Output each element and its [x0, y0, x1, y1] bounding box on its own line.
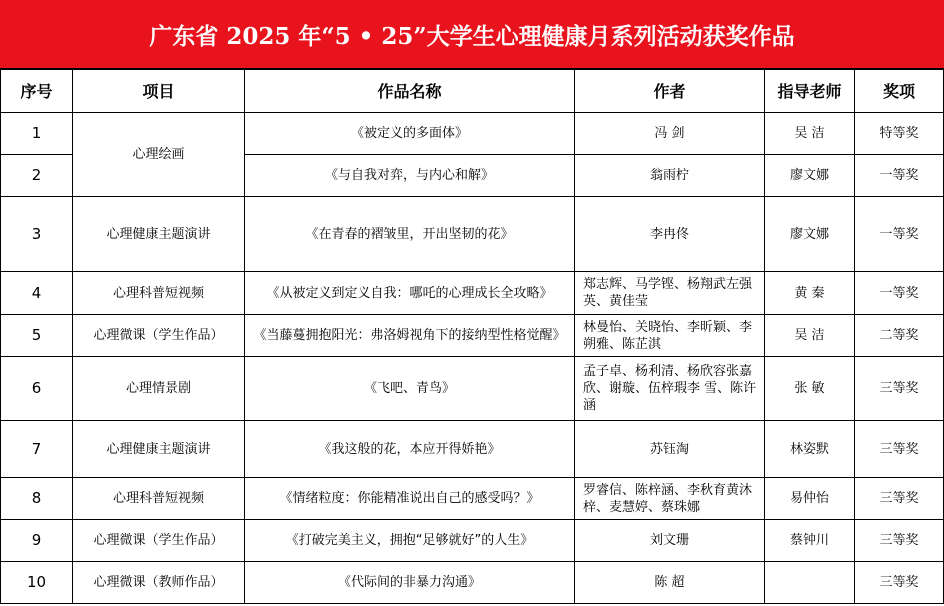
row-award: 一等奖	[855, 155, 944, 197]
row-authors: 翁雨柠	[575, 155, 765, 197]
row-authors: 冯 剑	[575, 113, 765, 155]
row-number: 9	[1, 520, 73, 562]
row-advisor: 廖文娜	[765, 155, 855, 197]
row-category: 心理微课（学生作品）	[73, 315, 245, 357]
header-row	[1, 70, 944, 113]
row-authors: 陈 超	[575, 562, 765, 604]
row-work: 《打破完美主义，拥抱“足够就好”的人生》	[245, 520, 575, 562]
row-work: 《我这般的花，本应开得娇艳》	[245, 421, 575, 478]
row-award: 三等奖	[855, 421, 944, 478]
row-category: 心理健康主题演讲	[73, 421, 245, 478]
header-authors: 作者	[575, 70, 765, 113]
row-advisor: 廖文娜	[765, 197, 855, 272]
table-row	[1, 421, 944, 478]
table-row	[1, 272, 944, 315]
row-award: 三等奖	[855, 357, 944, 421]
row-work: 《与自我对弈，与内心和解》	[245, 155, 575, 197]
row-authors: 李冉佟	[575, 197, 765, 272]
table-row	[1, 520, 944, 562]
page-title: 广东省 2025 年“5 • 25”大学生心理健康月系列活动获奖作品	[0, 0, 944, 69]
row-category: 心理科普短视频	[73, 272, 245, 315]
row-award: 一等奖	[855, 197, 944, 272]
row-number: 6	[1, 357, 73, 421]
row-advisor: 黄 秦	[765, 272, 855, 315]
row-number: 2	[1, 155, 73, 197]
row-category: 心理情景剧	[73, 357, 245, 421]
row-award: 一等奖	[855, 272, 944, 315]
table-row	[1, 113, 944, 155]
row-award: 三等奖	[855, 562, 944, 604]
table-row	[1, 315, 944, 357]
row-number: 7	[1, 421, 73, 478]
header-no: 序号	[1, 70, 73, 113]
row-advisor: 张 敏	[765, 357, 855, 421]
row-authors: 刘文珊	[575, 520, 765, 562]
row-award: 二等奖	[855, 315, 944, 357]
row-number: 3	[1, 197, 73, 272]
table-row	[1, 562, 944, 604]
row-category: 心理健康主题演讲	[73, 197, 245, 272]
row-work: 《代际间的非暴力沟通》	[245, 562, 575, 604]
row-award: 三等奖	[855, 520, 944, 562]
row-category: 心理微课（学生作品）	[73, 520, 245, 562]
row-advisor: 易仲怡	[765, 478, 855, 520]
table-row	[1, 197, 944, 272]
awards-table	[0, 69, 944, 604]
header-award: 奖项	[855, 70, 944, 113]
row-work: 《在青春的褶皱里，开出坚韧的花》	[245, 197, 575, 272]
row-work: 《当藤蔓拥抱阳光：弗洛姆视角下的接纳型性格觉醒》	[245, 315, 575, 357]
row-number: 4	[1, 272, 73, 315]
header-work: 作品名称	[245, 70, 575, 113]
row-authors: 罗睿信、陈梓涵、李秋育黄沐梓、麦慧婷、蔡珠娜	[575, 478, 765, 520]
header-advisor: 指导老师	[765, 70, 855, 113]
row-category: 心理科普短视频	[73, 478, 245, 520]
row-number: 10	[1, 562, 73, 604]
row-authors: 孟子卓、杨利清、杨欣容张嘉欣、谢璇、伍梓瑕李 雪、陈许涵	[575, 357, 765, 421]
row-work: 《飞吧、青鸟》	[245, 357, 575, 421]
row-authors: 林曼怡、关晓怡、李昕颖、李朔雅、陈芷淇	[575, 315, 765, 357]
row-award: 特等奖	[855, 113, 944, 155]
row-advisor: 吴 洁	[765, 315, 855, 357]
row-advisor: 蔡钟川	[765, 520, 855, 562]
row-work: 《从被定义到定义自我：哪吒的心理成长全攻略》	[245, 272, 575, 315]
row-work: 《情绪粒度：你能精准说出自己的感受吗？》	[245, 478, 575, 520]
row-authors: 郑志辉、马学铿、杨翔武左强英、黄佳莹	[575, 272, 765, 315]
row-category: 心理微课（教师作品）	[73, 562, 245, 604]
row-advisor: 吴 洁	[765, 113, 855, 155]
row-work: 《被定义的多面体》	[245, 113, 575, 155]
row-number: 8	[1, 478, 73, 520]
row-number: 5	[1, 315, 73, 357]
row-number: 1	[1, 113, 73, 155]
row-advisor: 林姿默	[765, 421, 855, 478]
table-row	[1, 357, 944, 421]
row-authors: 苏钰淘	[575, 421, 765, 478]
table-row	[1, 478, 944, 520]
row-award: 三等奖	[855, 478, 944, 520]
row-category: 心理绘画	[73, 113, 245, 197]
header-category: 项目	[73, 70, 245, 113]
row-advisor	[765, 562, 855, 604]
